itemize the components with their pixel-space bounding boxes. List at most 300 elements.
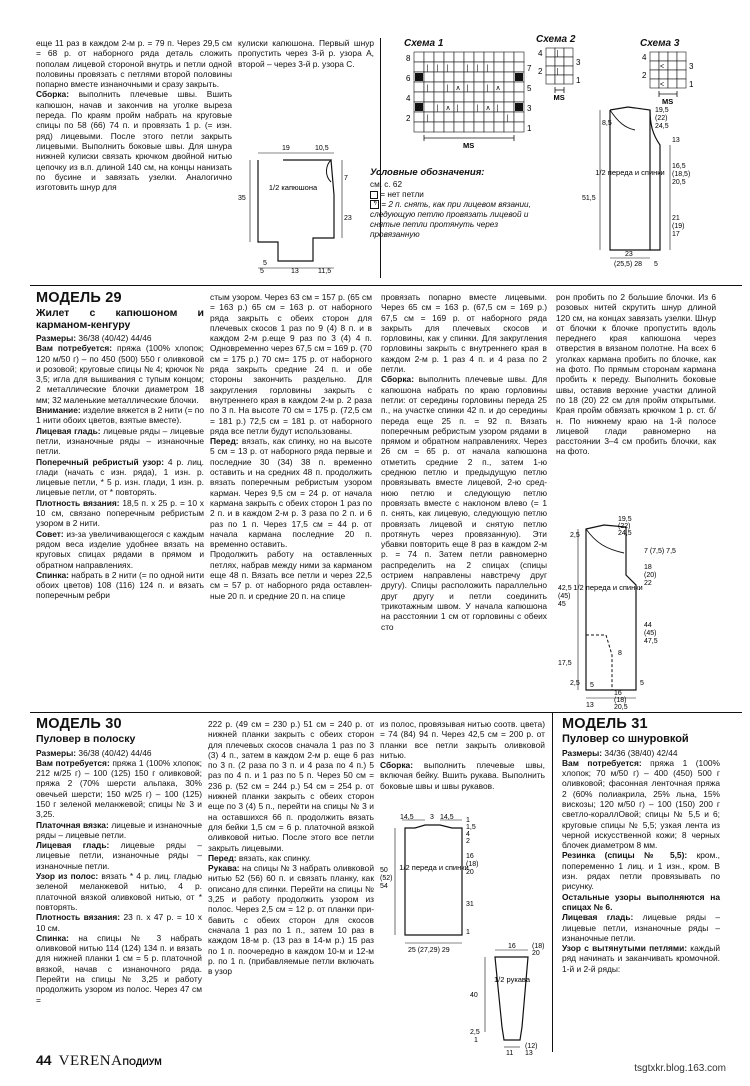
m30-col2-para [208,719,374,853]
hood-d5b: 5 [260,268,264,275]
m29d-d8: 8 [618,650,622,657]
scheme-stitch-icon: | [426,65,429,72]
m30b-d18: (18) [466,861,479,868]
scheme-cell [494,122,504,132]
scheme-cell [564,48,573,57]
scheme-row-label: 3 [527,104,532,113]
m31-col1-para [562,850,720,891]
scheme-cell [555,57,564,66]
m29-col3-para [381,374,547,631]
scheme-cell [504,82,514,92]
m29-subtitle: Жилет с капюшоном и карманом-кенгуру [36,307,204,331]
m31-col1-para [562,943,720,974]
m30-col1-para-text: 23 п. х 47 р. = 10 х 10 см. [36,912,202,933]
divider-31-vertical [552,712,553,1052]
legend-title: Условные обозначения: [370,167,485,178]
scheme-cell [444,62,454,72]
hood-d19: 19 [282,145,290,152]
m30b-d145b: 14,5 [440,814,454,821]
scheme-row-label: 1 [527,124,532,133]
scheme-cell [474,82,484,92]
page-number: 44 [36,1052,52,1068]
scheme-cell [444,52,454,62]
m29-col2-para-text: стым узором. Через 63 см = 157 р. (65 см = 163 р.) 65 см = 163 р. от наборного ряда закрыть с обеих сторон для плечевых скосов 1 раз по 9 (4) 8 п. и в каждом 2-м р.еще 9 раз по 3 (4) 4 п. Одновременно через 67,5 см = 169 р. (70 см = 175 р.) 70 см= 175 р. от наборного ряда закрыть средние 24 п. и обе стороны закончить раздельно. Для закругления горловины закрыть с внутреннего края в каждом 2-м р. 2 раза по 3 п. На высоте 70 см = 175 р. (72,5 см = 181 р.) 72,5 см = 181 р. от наборного ряда все петли будут использованы. [210,292,372,436]
m30-col2-para [208,863,374,976]
scheme-cell [454,102,464,112]
top-col2 [238,38,374,69]
scheme-cell [424,52,434,62]
scheme-cell [494,102,504,112]
scheme-stitch-icon: | [446,65,449,72]
scheme-cell [504,112,514,122]
m29-col1-para [36,529,204,570]
scheme-edge-icon [515,73,523,81]
m29d-d20: (20) [644,572,657,579]
scheme-cell [484,122,494,132]
scheme-cell [514,62,524,72]
scheme-row-label: 4 [642,53,647,62]
m31-col1-para [562,912,720,943]
m30b-d4: 4 [466,831,470,838]
m30-title: МОДЕЛЬ 30 [36,716,122,732]
m30-col1-para-text: на спицы № 3 набрать оливковой нитью 114 (124) 134 п. и вязать для нижней планки 1 см = 5 р. платочной вязкой, начав с изнаночного ряда. Перейти на спицы № 3,25 и работу продолжить узором из полос. Через 47 см = [36,932,202,1005]
scheme-cell [514,92,524,102]
m29-col2-para-text: вязать, как спинку, но на высоте 5 см = 13 р. от наборного ряда первые и последние 30 (34) 38 п. временно оставить и на средних 48 п. продолжить вязать поперечным ребристым узором карман. Через 9,5 см = 24 р. от начала кармана закрыть с обеих сторон 1 раз по 2 п. и в каждом 2-м р. 3 раза по 2 п. и 6 раз по 1 п. Через 17,5 см = 44 р. от начала кармана последние 20 п. временно оставить. [210,436,372,550]
m29-col1-body [36,333,204,601]
hood-diagram [238,140,378,275]
scheme-cell [494,52,504,62]
scheme-cell [494,62,504,72]
scheme-cell [434,102,444,112]
scheme-cell [454,52,464,62]
m29-col2 [210,292,372,601]
left-cross-symbol-icon: ↰ [371,201,378,208]
scheme-ms-label: MS [662,97,674,106]
scheme-cell [677,70,686,79]
scheme-cell [444,82,454,92]
top-col2-text: кулиски капюшона. Первый шнур пропустить через 3-й р. узора А, второй – через 3-й р. узора С. [238,38,374,69]
m30-col2-para-text: вязать, как спинку. [236,852,311,863]
scheme-cross-icon: ∧ [455,85,461,92]
m29-diagram [556,515,726,710]
m30s-d1: 1 [474,1037,478,1044]
scheme-row-label: 2 [406,114,411,123]
m30-col2-para [208,853,374,863]
m29-col1-para-lead: Спинка: [36,569,69,580]
m30-col3 [380,719,545,791]
m30b-d15: 1,5 [466,824,476,831]
m29-col1-para [36,457,204,498]
m29-col1-para-text: 4 р. лиц. глади (начать с изн. ряда), 1 изн. р. лицевые петли, * 5 р. изн. глади, 1 изн. р. лицевые петли, от * повторять. [36,456,204,498]
m29d-d195: 19,5 [618,516,632,523]
front29-diagram [580,100,710,275]
scheme-cell [424,122,434,132]
legend-rule-row [370,200,545,240]
scheme-cell [484,62,494,72]
m29-col3 [381,292,547,632]
m29-col1-para-text: пряжа (100% хлопок; 120 м/50 г) – по 450 (500) 550 г оливковой и розовой; круговые спицы № 4; крючок № 3,5; игла для вышивания с тупым концом; 2 металлические блочки диаметром 18 мм; 32 маленькие металлические блочки. [36,343,204,405]
m29-col1-para-text: из-за увеличивающегося с каждым рядом веса изделие удобнее вязать на круговых спицах рядами в прямом и обратном направлениях. [36,528,204,570]
m30b-d20: 20 [466,869,474,876]
m30b-d54: 54 [380,883,388,890]
m29d-d75: 7 (7,5) 7,5 [644,548,676,555]
scheme-cell [504,62,514,72]
scheme-cell [484,92,494,102]
m30-col1-para [36,871,202,912]
m29d-d16: 16 [614,690,622,697]
scheme-cell [424,62,434,72]
m30-col1-para-text: вязать * 4 р. лиц. гладью зеленой меланжевой нитью, 4 р. платочной вязкой оливковой нитью, от * повторять. [36,871,202,912]
m31-col1-para-text: кром., попеременно 1 лиц. и 1 изн., кром. В изн. рядах петли провязывать по рисунку. [562,850,720,892]
m30b-d145: 14,5 [400,814,414,821]
m29-col1-para-lead: Плотность вязания: [36,497,120,508]
m29-col1-para [36,570,204,601]
scheme-cell [444,92,454,102]
f29-d23: 23 [625,251,633,258]
m30-col1-para-lead: Вам потребуется: [36,757,110,768]
m29-col1-para [36,343,204,405]
m29-col1-para-lead: Внимание: [36,405,81,416]
m30-col2 [208,719,374,976]
hood-d5a: 5 [263,260,267,267]
scheme-stitch-icon: | [556,50,559,58]
m29d-d22b: 22 [644,580,652,587]
m30-col1-body [36,748,202,1005]
m30-col1-para [36,758,202,820]
f29-d5: 5 [654,261,658,268]
scheme-cell [504,72,514,82]
m30-col3-para-lead: Сборка: [380,760,413,771]
scheme-cell [546,66,555,75]
m29-col3-para-text: выполнить плечевые швы. Для капюшона набрать по краю горловины петли: от середины горловины переда 25 п., на участке спинки 42 п. и до середины переда еще 25 п. = 92 п. Вязать поперечным ребристым узором рядами в прямом и обратном направлениях. Через 26 см = 65 р. от начала капюшона отметить средние 2 п., затем 1-ю среднюю петлю и предыдущую петлю провязывать вместе лицевой, 2-ю среднюю петлю и следующую петлю провязать вместе с наклоном влево (= 1 п. снять, как лицевую, следующую петлю провязать лицевой и снятую петлю протянуть через провязанную). Эти убавки повторить еще 8 раз в каждом 2-м р. = 74 п. Затем петли равномерно распределить на 2 спицах (спицы острием направлены навстречу друг другу). Спицы расположить параллельно друг другу и петли соединить трикотажным швом. У начала капюшона на расстоянии 1 см от горловины с обеих сто [381,374,547,632]
m29-col1-para-lead: Лицевая гладь: [36,425,101,436]
legend-noloop-row [370,190,545,200]
m30-body-diagram [380,810,550,960]
top-col1-para-lead: Сборка: [36,89,69,100]
m29d-d5: 5 [590,682,594,689]
legend [370,168,545,240]
m30-col2-para-text: 222 р. (49 см = 230 р.) 51 см = 240 р. от нижней планки закрыть с обеих сторон для плечевых скосов сначала 1 раз по 3 (3) 4 п., затем в каждом 2-м р. еще 6 раз по 3 п. (2 раза по 3 п. и 4 раза по 4 п.) 5 раз по 4 п. и 1 раз по 5 п. Через 50 см = 236 р. (52 см = 244 р.) 54 см = 254 р. от нижней планки закрыть с обеих сторон еще по 3 (4) 5 п., перейти на спицы № 3 и на оставшихся 66 п. продолжить вязать для бейки 1,5 см = 6 р. платочной вязкой оливковой нитью. После этого все петли закрыть лицевыми. [208,719,374,853]
f29-label: 1/2 переда и спинки [595,168,665,177]
scheme-cell [484,72,494,82]
noloop-symbol-icon [370,191,378,199]
scheme-cell [424,112,434,122]
scheme-cell [564,57,573,66]
m29d-d18: 18 [644,564,652,571]
legend-noloop: = нет петли [380,190,424,199]
m30b-d1b: 1 [466,929,470,936]
scheme-cell [564,75,573,84]
scheme-row-label: 5 [527,84,532,93]
f29-d195: 19,5 [655,107,669,114]
m30-col1-para-text: лицевые и изнаночные ряды – лицевые петли. [36,819,202,840]
scheme-cell [484,112,494,122]
scheme-cell [464,72,474,82]
scheme-cell [434,62,444,72]
m30s-d13: 13 [525,1050,533,1057]
f29-d515: 51,5 [582,195,596,202]
m29-col2-para [210,549,372,600]
scheme-cell [464,62,474,72]
m29d-d425: 42,5 [558,585,572,592]
scheme-cell [474,72,484,82]
scheme-stitch-icon: | [426,85,429,92]
scheme-cell [474,112,484,122]
f29-d22: (22) [655,115,668,122]
m30s-d25: 2,5 [470,1029,480,1036]
scheme-cell [464,112,474,122]
m29d-d175: 17,5 [558,660,572,667]
m29-col4 [556,292,716,457]
scheme-row-label: 2 [538,67,543,76]
m31-col1-para-text: пряжа 1 (100% хлопок; 70 м/50 г) – 400 (450) 500 г оливковой; фасонная ленточная пряжа 2 (60% полиакрила, 25% льна, 15% вискозы; 120 м/50 г) – 100 (150) 200 г светло-кораллОвой; спицы № 5,5 и 6; круговые спицы № 5,5; узкая лента из черной искусственной кожи; 8 черных блочек диаметром 8 мм. [562,757,720,851]
scheme-cell [464,92,474,102]
m30-col1-para [36,840,202,871]
m31-col1-para-lead: Вам потребуется: [562,757,642,768]
scheme-cell [474,52,484,62]
m30-col1-para-text: 36/38 (40/42) 44/46 [76,747,152,758]
m29-col2-para-text: Продолжить работу на оставленных петлях, набрав между ними за карманом еще 48 п. Вязать все петли и через 22,5 см = 57 р. от наборного ряда оставленные 20 п. и средние 20 п. на спице [210,549,372,601]
scheme-cell [434,72,444,82]
m29-col1-para [36,498,204,529]
legend-ref: см. с. 62 [370,180,403,189]
hood-d35: 35 [238,195,246,202]
m31-title: МОДЕЛЬ 31 [562,716,648,732]
scheme-ms-label: MS [463,141,475,150]
m31-col1-para-lead: Резинка (спицы № 5,5): [562,850,688,861]
scheme-stitch-icon: | [436,105,439,112]
hood-d13: 13 [291,268,299,275]
scheme-cell [659,52,668,61]
f29-d255: (25,5) 28 [614,261,643,268]
m29d-d25a: 2,5 [570,532,580,539]
f29-d245: 24,5 [655,123,669,130]
scheme-cell [454,72,464,82]
m29d-d245: 24,5 [618,530,632,537]
m30s-d16: 16 [508,943,516,950]
scheme-cell [514,122,524,132]
m30b-d2: 2 [466,838,470,845]
scheme-cell [454,112,464,122]
scheme-cell [414,62,424,72]
scheme-cell [464,122,474,132]
scheme-cell [546,48,555,57]
scheme-cell [474,92,484,102]
m29-col2-para-lead: Перед: [210,436,239,447]
m30s-d18: (18) [532,943,545,950]
m29-col1-para-text: лицевые ряды – лицевые петли, изнаночные ряды – изнаночные петли. [36,425,204,457]
m30-col1-para [36,820,202,841]
m30-col3-para [380,719,545,760]
m31-subtitle: Пуловер со шнуровкой [562,733,689,745]
m30-col2-para-lead: Рукава: [208,863,240,874]
f29-d165: 16,5 [672,163,686,170]
scheme-cell [424,102,434,112]
divider-30 [30,712,742,713]
m29-col1-para-text: 18,5 п. х 25 р. = 10 х 10 см, связано поперечным ребристым узором в 2 нити. [36,497,204,529]
f29-d21: 21 [672,215,680,222]
m29-col1-para-lead: Совет: [36,528,64,539]
m29-col1-para-lead: Размеры: [36,333,77,343]
scheme-cell [424,92,434,102]
hood-title: 1/2 капюшона [268,183,318,192]
scheme-stitch-icon: | [466,85,469,92]
scheme-stitch-icon: | [436,65,439,72]
scheme-cell [555,75,564,84]
scheme-cell [494,112,504,122]
scheme-row-label: 1 [689,80,694,89]
scheme-cell [474,102,484,112]
m29-title: МОДЕЛЬ 29 [36,290,122,306]
m30-col3-para-text: выполнить плечевые швы, включая бейку. Вшить рукава. Выполнить боковые швы и швы рукавов. [380,760,545,791]
m29-col1-para [36,405,204,426]
scheme-stitch-icon: | [496,105,499,112]
legend-rule: = 2 п. снять, как при лицевом вязании, следующую петлю провязать лицевой и снятые петли протянуть через провязанную [370,200,531,239]
scheme-cell [668,61,677,70]
m29d-d205: 20,5 [614,704,628,711]
hood-d23: 23 [344,215,352,222]
m30-col1-para-lead: Размеры: [36,747,77,758]
m29d-label: 1/2 переда и спинки [573,583,643,592]
scheme-cell [514,52,524,62]
m29d-d44: 44 [644,622,652,629]
scheme-row-label: 6 [406,74,411,83]
m29-col3-para-lead: Сборка: [381,374,414,385]
scheme-cell [484,52,494,62]
scheme-cross-icon: < [660,63,665,71]
f29-d19: (19) [672,223,685,230]
brand-logo: VERENA [58,1053,123,1069]
m29d-d45c: (45) [644,630,657,637]
m30-col2-para-text: на спицы № 3 набрать оливковой нитью 52 (56) 60 п. и связать планку, как описано для спинки. Перейти на спицы № 3,25 и работу продолжить узором из полос. Через 2,5 см = 12 р. от планки прибавить с обеих сторон для скосов сначала 1 раз по 1 п., затем 10 раз в каждом 18-м р. (13 раз в 14-м р.) 15 раз по 1 п. поочередно в каждом 10-м и 12-м р. по 1 п. (прибавляемые петли включать в узор [208,863,374,977]
scheme-cell [454,122,464,132]
scheme-row-label: 4 [406,94,411,103]
scheme-stitch-icon: | [506,115,509,122]
brand-logo-sub: ПОДИУМ [122,1057,162,1067]
m29-col1 [36,290,204,601]
f29-d17: 17 [672,231,680,238]
m29-col1-para [36,426,204,457]
m30b-d52: (52) [380,875,393,882]
scheme-cell [424,82,434,92]
scheme-stitch-icon: | [426,115,429,122]
m30-col1-para-lead: Лицевая гладь: [36,840,110,851]
m29-col1-para-text: набрать в 2 нити (= по одной нити обоих цветов) 108 (116) 124 п. и вязать поперечным ребри [36,569,204,601]
scheme2-title: Схема 2 [536,34,576,45]
m30-col1-para-lead: Плотность вязания: [36,912,121,923]
scheme-cell [677,79,686,88]
m31-col1-para-text: 34/36 (38/40) 42/44 [602,747,678,758]
m30-sleeve-diagram [470,942,560,1057]
m29d-d475: 47,5 [644,638,658,645]
scheme-cell [414,92,424,102]
scheme-cell [474,122,484,132]
scheme-cell [564,66,573,75]
scheme-cell [464,102,474,112]
scheme-stitch-icon: | [456,105,459,112]
top-col1-para [36,89,232,192]
scheme-cell [668,70,677,79]
m29-col1-para-lead: Вам потребуется: [36,343,113,354]
m29d-d25b: 2,5 [570,680,580,687]
m29d-d18b: (18) [614,697,627,704]
m30-col1-para [36,933,202,1005]
m29-col1-para-lead: Поперечный ребристый узор: [36,456,165,467]
m31-col1-para-lead: Узор с вытянутыми петлями: [562,943,688,954]
m31-col1-para [562,892,720,913]
m30-col1-para-lead: Платочная вязка: [36,819,109,830]
scheme3-title: Схема 3 [640,38,680,49]
scheme-cell [677,61,686,70]
m30b-d1: 1 [466,817,470,824]
scheme-cross-icon: ∧ [485,105,491,112]
scheme-cell [444,122,454,132]
scheme-cell [434,92,444,102]
m30-col1-para [36,912,202,933]
scheme-row-label: 3 [689,62,694,71]
scheme-stitch-icon: | [486,65,489,72]
m29-col3-para [381,292,547,374]
scheme-cell [504,52,514,62]
scheme-row-label: 4 [538,49,543,58]
m30s-label: 1/2 рукава [493,975,531,984]
scheme-cell [677,52,686,61]
m30s-d40: 40 [470,992,478,999]
m29d-d45: (45) [558,593,571,600]
top-col1-para-text: выполнить плечевые швы. Вшить капюшон, начав и закончив на уголке выреза переда. По краям пройм набрать на круговые спицы по 58 (66) 74 п. и провязать 1 р. (= изн. ряд) лицевыми. После этого петли закрыть лицевыми. Выполнить боковые швы. Для шнура нижней кулиски связать крючком двойной нитью цепочку из в.п. длиной 140 см, на концы нанизать по бусине и завязать узелки. Аналогично изготовить шнур для [36,89,232,193]
m30b-d16: 16 [466,853,474,860]
scheme-cell [464,52,474,62]
scheme-cell [444,72,454,82]
scheme-cell [424,72,434,82]
scheme-cell [504,92,514,102]
scheme-stitch-icon: | [476,65,479,72]
scheme-cell [659,70,668,79]
scheme1-title: Схема 1 [404,38,444,49]
m30-col2-para-lead: Перед: [208,852,237,863]
scheme-cell [474,62,484,72]
watermark: tsgtxkr.blog.163.com [634,1063,726,1074]
scheme-cell [484,82,494,92]
m29-col4-para [556,292,716,457]
page-footer [36,1052,162,1070]
scheme-cell [650,79,659,88]
f29-d13: 13 [672,137,680,144]
scheme-ms-label: MS [553,93,565,102]
m30-col1 [36,716,202,1005]
divider-29 [30,285,742,286]
m31-col1-body [562,748,720,975]
m31-col1 [562,716,720,974]
m30s-d11: 11 [506,1050,514,1057]
scheme-cell [444,112,454,122]
scheme-cross-icon: ∧ [495,85,501,92]
scheme-edge-icon [415,103,423,111]
m30-col3-para [380,760,545,791]
scheme-cell [514,112,524,122]
scheme-cell [650,52,659,61]
m30b-d50: 50 [380,867,388,874]
m30b-d25: 25 (27,29) 29 [408,947,450,954]
m31-col1-para [562,748,720,758]
scheme-cell [454,92,464,102]
scheme-cell [494,72,504,82]
scheme-cell [414,82,424,92]
f29-d85: 8,5 [602,120,612,127]
scheme-stitch-icon: | [466,65,469,72]
scheme-cross-icon: ∧ [445,105,451,112]
scheme-cell [434,82,444,92]
